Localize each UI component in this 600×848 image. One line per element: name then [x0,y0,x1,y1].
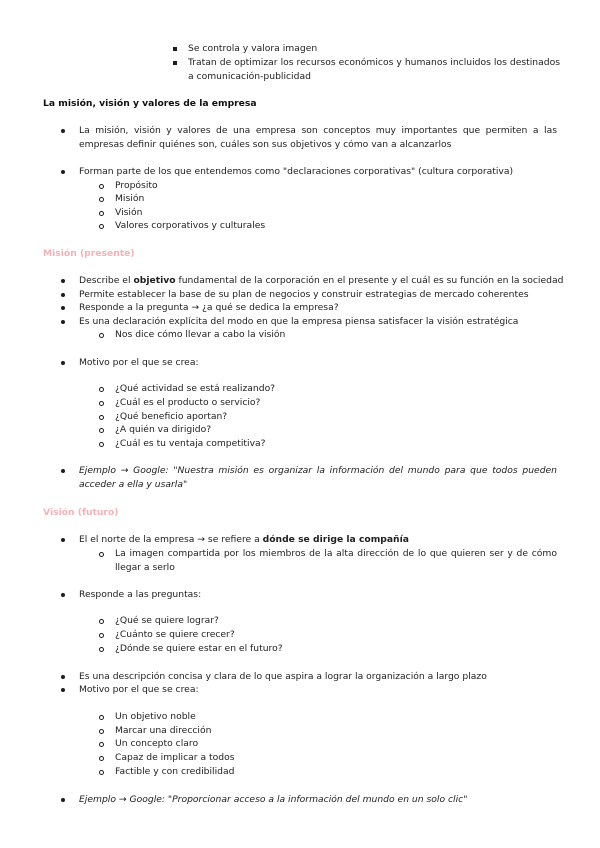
sub-list-item: Marcar una dirección [115,725,212,736]
sub-list-item: Un concepto claro [115,738,199,749]
list-item: Es una declaración explícita del modo en que la empresa piensa satisfacer la visión estratégica [79,316,519,327]
sub-list-item: Valores corporativos y culturales [115,220,266,231]
sub-list-item: ¿Qué beneficio aportan? [115,411,228,422]
list-item: Permite establecer la base de su plan de negocios y construir estrategias de mercado coherentes [79,289,529,300]
list-item [79,274,563,288]
example-text: Ejemplo → Google: "Nuestra misión es organizar la información del mundo para que todos pueden acceder a ella y usarla" [79,465,557,490]
list-item-text: Se controla y valora imagen [188,43,318,54]
list-item: Es una descripción concisa y clara de lo que aspira a lograr la organización a largo plazo [79,671,487,682]
sub-list-item: ¿Qué actividad se está realizando? [115,383,276,394]
sub-list-item: Nos dice cómo llevar a cabo la visión [115,329,286,340]
sub-list-item: ¿Cuánto se quiere crecer? [115,629,235,640]
list-item: Motivo por el que se crea: [79,684,199,695]
sub-list-item-text: La imagen compartida por los miembros de la alta dirección de lo que quieren ser y de cómo llegar a serlo [115,548,557,573]
sub-list-item: Capaz de implicar a todos [115,752,235,763]
list-item: Responde a la pregunta → ¿a qué se dedica la empresa? [79,302,339,313]
example-text: Ejemplo → Google: "Proporcionar acceso a la información del mundo en un solo clic" [79,794,468,805]
sub-list-item: ¿Cuál es el producto o servicio? [115,397,261,408]
sub-list-item: Visión [115,207,143,218]
list-item [79,165,513,179]
list-item [79,464,557,491]
text-part: El el norte de la empresa → se refiere a [79,534,263,545]
sub-list-item: ¿Dónde se quiere estar en el futuro? [115,643,283,654]
bold-term: objetivo [133,275,176,286]
text-part: fundamental de la corporación en el presente y el cuál es su función en la sociedad [175,275,564,286]
list-item: Responde a las preguntas: [79,589,202,600]
bold-term: dónde se dirige la compañía [262,534,409,545]
mision-heading: Misión (presente) [43,248,135,259]
sub-list-item: Misión [115,193,145,204]
sub-list-item: Un objetivo noble [115,711,196,722]
sub-list-item: Propósito [115,180,158,191]
list-item: Motivo por el que se crea: [79,357,199,368]
list-item [79,124,557,151]
list-item [188,56,560,83]
sub-list-item: ¿A quién va dirigido? [115,424,212,435]
list-item [79,793,467,807]
sub-list-item: ¿Qué se quiere lograr? [115,615,219,626]
sub-list-item [115,547,557,574]
text-part: Describe el [79,275,134,286]
sub-list-item: ¿Cuál es tu ventaja competitiva? [115,438,266,449]
list-item-text: La misión, visión y valores de una empresa son conceptos muy importantes que permiten a las empresas definir quiénes son, cuáles son sus objetivos y cómo van a alcanzarlos [79,125,557,150]
list-item-text: Tratan de optimizar los recursos económicos y humanos incluidos los destinados a comunicación-publicidad [188,57,560,82]
list-item-text: Forman parte de los que entendemos como "declaraciones corporativas" (cultura corporativa) [79,166,514,177]
list-item [188,42,317,56]
sub-list-item: Factible y con credibilidad [115,766,235,777]
vision-heading: Visión (futuro) [43,507,119,518]
section-heading: La misión, visión y valores de la empresa [43,98,257,109]
list-item [79,533,409,547]
